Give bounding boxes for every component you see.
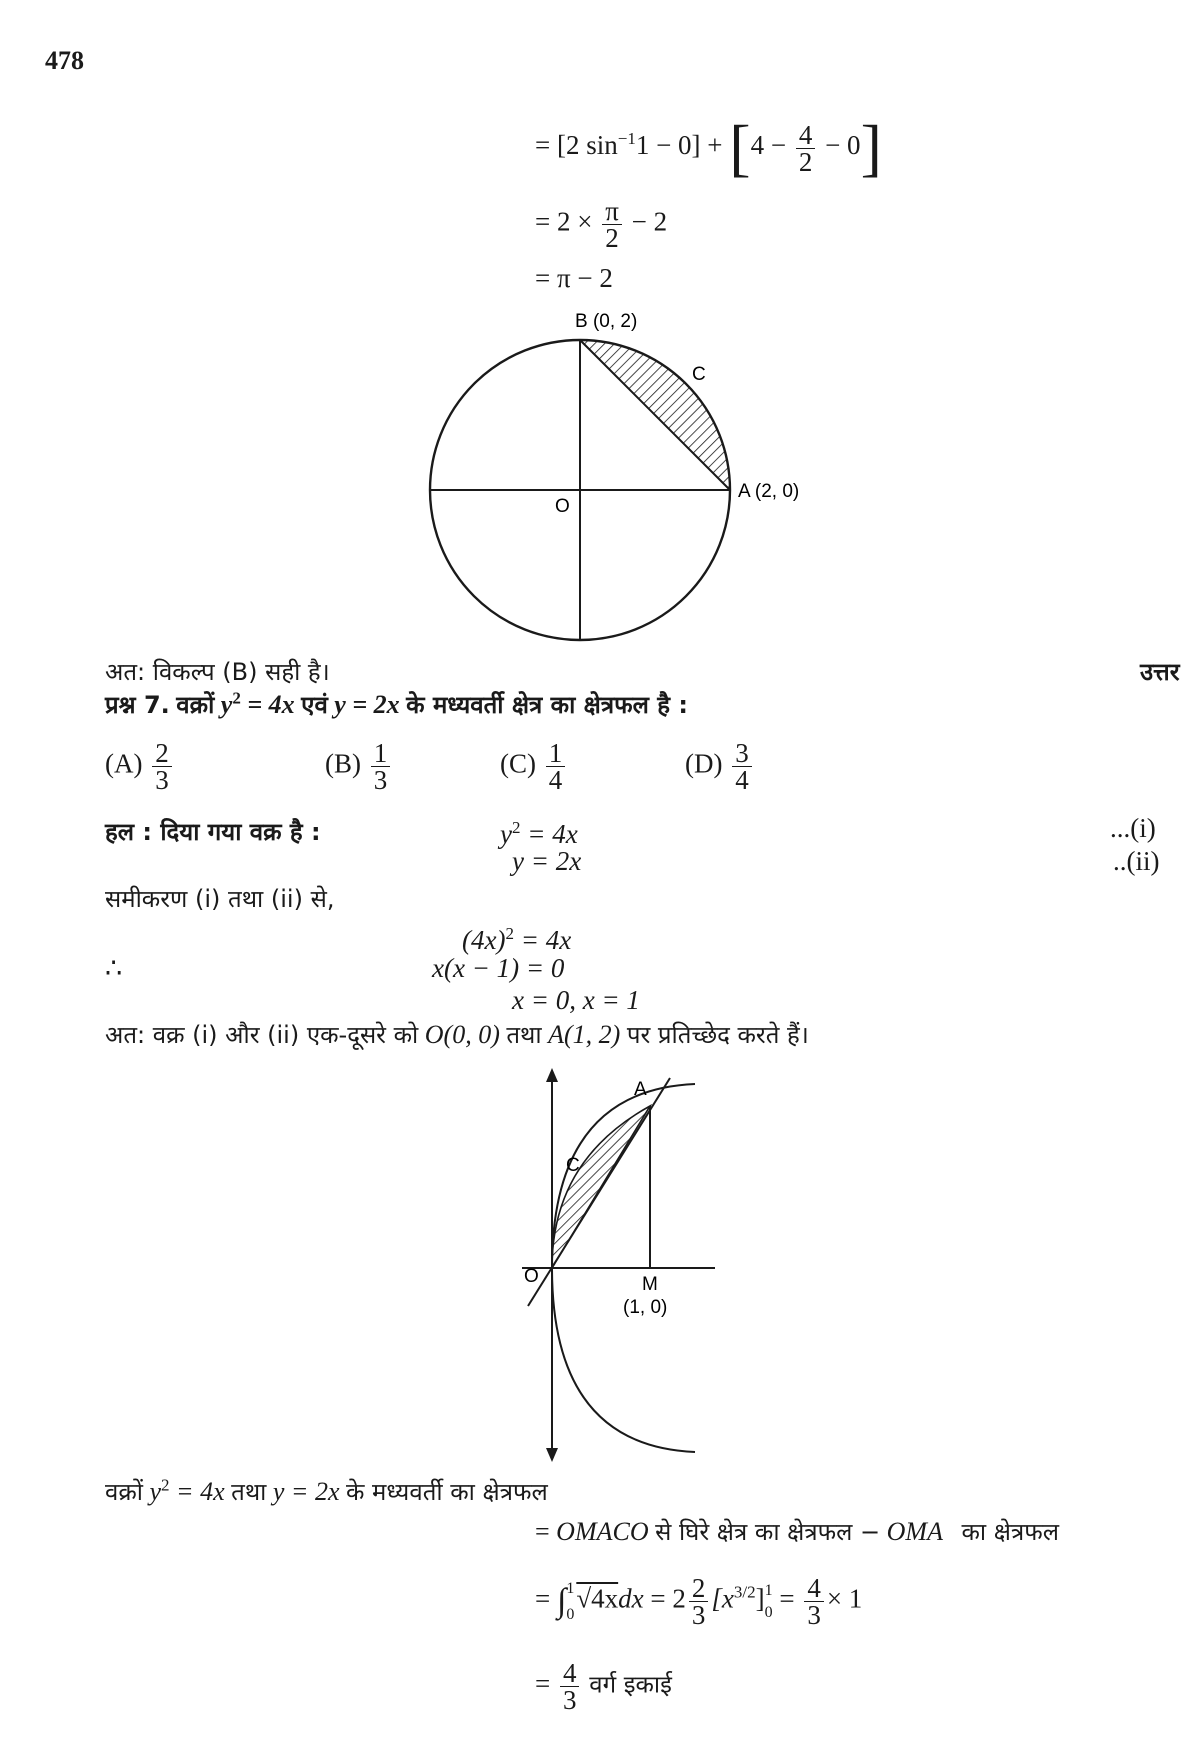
from-equations-text: समीकरण (i) तथा (ii) से,: [105, 885, 335, 913]
intersection-text: अत: वक्र (i) और (ii) एक-दूसरे को O(0, 0) तथा A(1, 2) पर प्रतिच्छेद करते हैं।: [105, 1020, 809, 1049]
page-number: 478: [45, 46, 84, 75]
question-text: के मध्यवर्ती क्षेत्र का क्षेत्रफल है :: [406, 691, 688, 719]
superscript: 2: [232, 688, 241, 708]
equation: = 4x: [240, 690, 295, 719]
label-c: C: [692, 364, 706, 385]
label-c: C: [566, 1155, 580, 1176]
equation-line-2: [535, 198, 667, 251]
y-axis-arrow-up: [546, 1068, 558, 1082]
option-d: (D) $\frac{3}{4}$: [685, 740, 755, 793]
question-text: एवं: [301, 691, 328, 719]
circle-figure: [420, 300, 840, 660]
fraction: $\frac{4}{2}$: [796, 122, 816, 175]
expr-part: 4 −: [750, 130, 787, 161]
label-a: A (2, 0): [738, 481, 800, 502]
question-7: [105, 688, 688, 721]
superscript: −1: [617, 129, 636, 149]
equation-line-1: [535, 112, 882, 183]
equals-sign: =: [535, 130, 551, 161]
step-1: $(4x)^2 = 4x$: [462, 924, 572, 955]
expr-part: 2 ×: [556, 206, 593, 237]
expr-part: [2 sin: [556, 130, 618, 161]
fraction: $\frac{\pi}{2}$: [602, 198, 622, 251]
integral-sign: ∫: [556, 1582, 567, 1620]
question-text: वक्रों: [176, 691, 215, 719]
conclusion-text: अत: विकल्प (B) सही है।: [105, 658, 330, 686]
parabola-figure: [510, 1060, 740, 1470]
label-o: O: [524, 1266, 539, 1287]
option-c: (C) $\frac{1}{4}$: [500, 740, 568, 793]
bracket-open: [: [729, 112, 751, 183]
label-m: M: [642, 1274, 658, 1295]
answer-tag: उत्तर: [1140, 658, 1180, 686]
question-label: प्रश्न 7.: [105, 691, 170, 719]
step-2: x(x − 1) = 0: [432, 953, 565, 983]
line-y-2x: [528, 1078, 670, 1306]
therefore-symbol: ∴: [105, 953, 123, 983]
option-b: (B) $\frac{1}{3}$: [325, 740, 393, 793]
solution-label: हल : दिया गया वक्र है :: [105, 818, 321, 846]
equation: y: [220, 690, 233, 719]
curve-1: $y^2 = 4x$: [500, 818, 578, 849]
expr-part: − 2: [631, 206, 668, 237]
option-a: (A) $\frac{2}{3}$: [105, 740, 175, 793]
step-3: x = 0, x = 1: [512, 985, 640, 1015]
y-axis-arrow-down: [546, 1448, 558, 1462]
label-b: B (0, 2): [575, 311, 638, 332]
area-line-1: = OMACO से घिरे क्षेत्र का क्षेत्रफल − OMA का क्षेत्रफल: [535, 1517, 1059, 1546]
equation-line-3: = π − 2: [535, 263, 613, 293]
area-heading: वक्रों $y^2 = 4x$ तथा y = 2x के मध्यवर्ती का क्षेत्रफल: [105, 1475, 548, 1506]
label-m-coord: (1, 0): [623, 1297, 668, 1318]
equals-sign: =: [535, 206, 551, 237]
label-a: A: [634, 1079, 647, 1100]
expr-part: − 0: [825, 130, 861, 161]
area-line-2: = ∫ 1 0 √4xdx = 2 $\frac{2}{3}$ $[x^{3/2}]$ 1 0 = $\frac{4}{3}$ × 1: [535, 1573, 863, 1630]
curve-2: y = 2x: [512, 846, 582, 876]
equation: y = 2x: [334, 690, 400, 719]
tag-ii: ..(ii): [1113, 846, 1160, 876]
label-o: O: [555, 496, 570, 517]
area-line-3: = $\frac{4}{3}$ वर्ग इकाई: [535, 1658, 672, 1715]
tag-i: ...(i): [1110, 813, 1156, 843]
bracket-close: ]: [860, 112, 882, 183]
expr-part: 1 − 0] +: [635, 130, 723, 161]
